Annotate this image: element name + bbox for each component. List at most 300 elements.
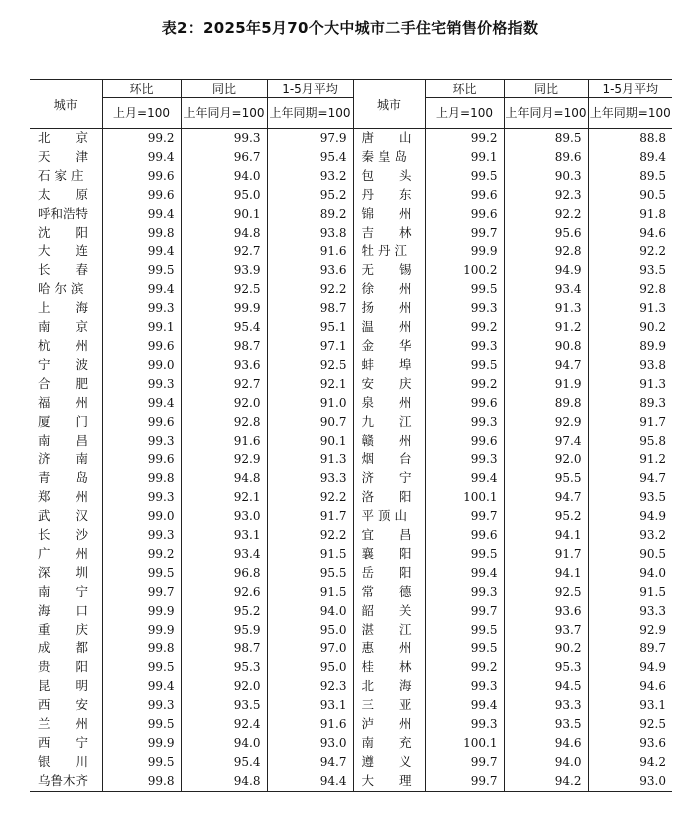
avg-value-left: 91.3	[267, 450, 353, 469]
city-name-left: 西 安	[38, 697, 89, 713]
yoy-value-left: 93.4	[181, 545, 267, 564]
mom-value-left: 99.4	[102, 677, 181, 696]
avg-value-left: 94.0	[267, 602, 353, 621]
table-row	[30, 167, 672, 186]
mom-value-left: 99.3	[102, 432, 181, 451]
yoy-value-right: 92.5	[504, 583, 588, 602]
mom-value-right: 99.3	[425, 677, 504, 696]
avg-value-left: 90.1	[267, 432, 353, 451]
avg-value-right: 93.8	[588, 356, 672, 375]
avg-value-left: 92.1	[267, 375, 353, 394]
avg-value-left: 95.5	[267, 564, 353, 583]
mom-value-right: 99.4	[425, 696, 504, 715]
mom-value-right: 99.9	[425, 242, 504, 261]
yoy-value-left: 92.5	[181, 280, 267, 299]
avg-value-left: 97.0	[267, 639, 353, 658]
city-name-left: 郑 州	[38, 489, 89, 505]
mom-value-right: 99.6	[425, 526, 504, 545]
mom-value-right: 99.2	[425, 375, 504, 394]
yoy-value-left: 91.6	[181, 432, 267, 451]
city-name-right: 大 理	[353, 772, 425, 791]
mom-value-right: 99.6	[425, 186, 504, 205]
mom-value-right: 99.5	[425, 167, 504, 186]
mom-value-right: 100.1	[425, 488, 504, 507]
yoy-value-left: 94.0	[181, 167, 267, 186]
table-row	[30, 677, 672, 696]
yoy-value-right: 94.0	[504, 753, 588, 772]
yoy-value-right: 94.2	[504, 772, 588, 791]
mom-value-left: 99.9	[102, 602, 181, 621]
avg-value-left: 92.3	[267, 677, 353, 696]
city-name-right: 惠 州	[353, 639, 425, 658]
yoy-value-right: 91.9	[504, 375, 588, 394]
mom-value-left: 99.0	[102, 356, 181, 375]
yoy-value-left: 93.1	[181, 526, 267, 545]
mom-value-left: 99.4	[102, 148, 181, 167]
city-name-right: 南 充	[353, 734, 425, 753]
yoy-value-right: 90.2	[504, 639, 588, 658]
mom-value-right: 99.3	[425, 413, 504, 432]
table-row	[30, 280, 672, 299]
avg-value-right: 94.9	[588, 658, 672, 677]
city-name-left: 福 州	[38, 394, 89, 410]
city-name-right: 锦 州	[353, 205, 425, 224]
yoy-value-left: 92.0	[181, 394, 267, 413]
header-yoy-base-right: 上年同月=100	[504, 98, 588, 129]
avg-value-left: 92.2	[267, 526, 353, 545]
yoy-value-left: 92.1	[181, 488, 267, 507]
table-row	[30, 413, 672, 432]
avg-value-right: 92.5	[588, 715, 672, 734]
yoy-value-left: 94.8	[181, 772, 267, 791]
mom-value-right: 99.5	[425, 545, 504, 564]
city-name-right: 济 宁	[353, 469, 425, 488]
header-avg-right: 1-5月平均	[588, 80, 672, 98]
mom-value-right: 99.7	[425, 507, 504, 526]
city-name-left: 杭 州	[38, 337, 89, 353]
mom-value-left: 99.4	[102, 205, 181, 224]
city-name-left: 青 岛	[38, 470, 89, 486]
avg-value-left: 95.1	[267, 318, 353, 337]
yoy-value-left: 92.4	[181, 715, 267, 734]
city-name-left: 哈 尔 滨	[38, 281, 84, 297]
table-row	[30, 432, 672, 451]
city-name-left: 长 沙	[38, 527, 89, 543]
city-name-right: 北 海	[353, 677, 425, 696]
mom-value-right: 99.5	[425, 280, 504, 299]
table-row	[30, 753, 672, 772]
avg-value-right: 88.8	[588, 129, 672, 148]
table-row	[30, 224, 672, 243]
avg-value-left: 92.5	[267, 356, 353, 375]
city-name-right: 洛 阳	[353, 488, 425, 507]
table-row	[30, 129, 672, 148]
mom-value-left: 99.5	[102, 753, 181, 772]
mom-value-right: 99.3	[425, 450, 504, 469]
yoy-value-right: 92.9	[504, 413, 588, 432]
avg-value-right: 93.5	[588, 488, 672, 507]
city-name-left: 广 州	[38, 545, 89, 561]
mom-value-left: 99.9	[102, 621, 181, 640]
avg-value-right: 91.2	[588, 450, 672, 469]
mom-value-right: 99.5	[425, 356, 504, 375]
table-body	[30, 129, 672, 792]
mom-value-left: 99.5	[102, 715, 181, 734]
table-row	[30, 621, 672, 640]
yoy-value-left: 95.3	[181, 658, 267, 677]
yoy-value-right: 93.5	[504, 715, 588, 734]
table-row	[30, 375, 672, 394]
city-name-left: 长 春	[38, 262, 89, 278]
mom-value-right: 99.6	[425, 432, 504, 451]
mom-value-right: 99.6	[425, 205, 504, 224]
city-name-left: 昆 明	[38, 678, 89, 694]
yoy-value-left: 99.9	[181, 299, 267, 318]
city-name-right: 泸 州	[353, 715, 425, 734]
avg-value-right: 93.5	[588, 261, 672, 280]
yoy-value-left: 92.0	[181, 677, 267, 696]
yoy-value-left: 95.4	[181, 318, 267, 337]
header-avg-left: 1-5月平均	[267, 80, 353, 98]
avg-value-left: 93.0	[267, 734, 353, 753]
yoy-value-left: 92.9	[181, 450, 267, 469]
header-avg-base-right: 上年同期=100	[588, 98, 672, 129]
table-row	[30, 715, 672, 734]
mom-value-left: 99.5	[102, 658, 181, 677]
avg-value-left: 91.6	[267, 242, 353, 261]
mom-value-left: 99.6	[102, 413, 181, 432]
mom-value-right: 99.7	[425, 753, 504, 772]
yoy-value-right: 94.7	[504, 488, 588, 507]
table-title: 表2：2025年5月70个大中城市二手住宅销售价格指数	[161, 19, 539, 37]
avg-value-right: 95.8	[588, 432, 672, 451]
yoy-value-left: 94.0	[181, 734, 267, 753]
avg-value-right: 89.4	[588, 148, 672, 167]
header-mom-right: 环比	[425, 80, 504, 98]
mom-value-right: 99.4	[425, 469, 504, 488]
avg-value-left: 97.1	[267, 337, 353, 356]
city-name-left: 厦 门	[38, 413, 89, 429]
city-name-right: 桂 林	[353, 658, 425, 677]
mom-value-left: 99.2	[102, 545, 181, 564]
city-name-left: 济 南	[38, 451, 89, 467]
city-name-left: 成 都	[38, 640, 89, 656]
avg-value-right: 91.7	[588, 413, 672, 432]
yoy-value-right: 90.8	[504, 337, 588, 356]
city-name-right: 唐 山	[353, 129, 425, 148]
table-row	[30, 318, 672, 337]
avg-value-left: 91.0	[267, 394, 353, 413]
yoy-value-left: 92.7	[181, 375, 267, 394]
city-name-left: 海 口	[38, 602, 89, 618]
yoy-value-left: 98.7	[181, 337, 267, 356]
table-row	[30, 394, 672, 413]
avg-value-left: 93.6	[267, 261, 353, 280]
yoy-value-right: 94.9	[504, 261, 588, 280]
yoy-value-right: 91.7	[504, 545, 588, 564]
mom-value-left: 99.3	[102, 526, 181, 545]
yoy-value-right: 92.2	[504, 205, 588, 224]
header-mom-left: 环比	[102, 80, 181, 98]
yoy-value-right: 94.7	[504, 356, 588, 375]
city-name-left: 兰 州	[38, 716, 89, 732]
table-row	[30, 602, 672, 621]
avg-value-right: 93.3	[588, 602, 672, 621]
city-name-left: 沈 阳	[38, 224, 89, 240]
yoy-value-right: 93.7	[504, 621, 588, 640]
avg-value-left: 93.3	[267, 469, 353, 488]
avg-value-right: 89.9	[588, 337, 672, 356]
mom-value-right: 100.2	[425, 261, 504, 280]
table-row	[30, 488, 672, 507]
avg-value-right: 89.5	[588, 167, 672, 186]
city-name-left: 石 家 庄	[38, 167, 84, 183]
avg-value-left: 89.2	[267, 205, 353, 224]
city-name-left: 南 京	[38, 319, 89, 335]
avg-value-right: 92.2	[588, 242, 672, 261]
mom-value-right: 99.1	[425, 148, 504, 167]
city-name-right: 无 锡	[353, 261, 425, 280]
yoy-value-left: 94.8	[181, 469, 267, 488]
avg-value-right: 92.8	[588, 280, 672, 299]
city-name-right: 湛 江	[353, 621, 425, 640]
city-name-left: 上 海	[38, 300, 89, 316]
yoy-value-right: 93.4	[504, 280, 588, 299]
yoy-value-right: 90.3	[504, 167, 588, 186]
avg-value-right: 94.9	[588, 507, 672, 526]
mom-value-right: 99.2	[425, 658, 504, 677]
avg-value-right: 94.6	[588, 677, 672, 696]
avg-value-right: 89.7	[588, 639, 672, 658]
avg-value-right: 91.8	[588, 205, 672, 224]
yoy-value-left: 94.8	[181, 224, 267, 243]
yoy-value-right: 89.8	[504, 394, 588, 413]
mom-value-left: 99.5	[102, 261, 181, 280]
mom-value-left: 99.4	[102, 280, 181, 299]
table-row	[30, 356, 672, 375]
header-yoy-left: 同比	[181, 80, 267, 98]
avg-value-right: 90.2	[588, 318, 672, 337]
header-yoy-base-left: 上年同月=100	[181, 98, 267, 129]
city-name-left: 乌鲁木齐	[30, 772, 102, 791]
city-name-right: 三 亚	[353, 696, 425, 715]
mom-value-left: 99.3	[102, 375, 181, 394]
city-name-right: 九 江	[353, 413, 425, 432]
mom-value-left: 99.0	[102, 507, 181, 526]
avg-value-left: 95.4	[267, 148, 353, 167]
city-name-left: 呼和浩特	[38, 205, 89, 221]
yoy-value-right: 91.2	[504, 318, 588, 337]
mom-value-left: 99.7	[102, 583, 181, 602]
mom-value-right: 99.5	[425, 639, 504, 658]
header-city-right: 城市	[353, 80, 425, 129]
yoy-value-right: 94.5	[504, 677, 588, 696]
city-name-left: 天 津	[38, 148, 89, 164]
table-row	[30, 658, 672, 677]
city-name-right: 岳 阳	[353, 564, 425, 583]
avg-value-right: 93.0	[588, 772, 672, 791]
city-name-left: 南 昌	[38, 432, 89, 448]
city-name-right: 常 德	[353, 583, 425, 602]
mom-value-left: 99.4	[102, 394, 181, 413]
city-name-right: 金 华	[353, 337, 425, 356]
yoy-value-right: 92.3	[504, 186, 588, 205]
mom-value-right: 100.1	[425, 734, 504, 753]
city-name-right: 温 州	[353, 318, 425, 337]
mom-value-left: 99.6	[102, 186, 181, 205]
yoy-value-left: 90.1	[181, 205, 267, 224]
city-name-left: 贵 阳	[38, 659, 89, 675]
price-index-table	[30, 79, 672, 792]
yoy-value-left: 92.8	[181, 413, 267, 432]
yoy-value-right: 95.5	[504, 469, 588, 488]
mom-value-left: 99.3	[102, 299, 181, 318]
yoy-value-left: 95.0	[181, 186, 267, 205]
city-name-left: 大 连	[38, 243, 89, 259]
yoy-value-left: 99.3	[181, 129, 267, 148]
mom-value-left: 99.2	[102, 129, 181, 148]
yoy-value-right: 95.6	[504, 224, 588, 243]
table-row	[30, 696, 672, 715]
city-name-left: 宁 波	[38, 356, 89, 372]
yoy-value-right: 94.1	[504, 526, 588, 545]
avg-value-left: 91.5	[267, 545, 353, 564]
avg-value-left: 93.1	[267, 696, 353, 715]
city-name-left: 太 原	[38, 186, 89, 202]
table-row	[30, 205, 672, 224]
yoy-value-right: 89.5	[504, 129, 588, 148]
avg-value-right: 94.2	[588, 753, 672, 772]
avg-value-right: 94.7	[588, 469, 672, 488]
avg-value-left: 95.0	[267, 621, 353, 640]
mom-value-left: 99.8	[102, 224, 181, 243]
avg-value-right: 91.5	[588, 583, 672, 602]
table-header	[30, 80, 672, 129]
mom-value-right: 99.2	[425, 318, 504, 337]
table-row	[30, 450, 672, 469]
city-name-right: 扬 州	[353, 299, 425, 318]
header-yoy-right: 同比	[504, 80, 588, 98]
mom-value-right: 99.7	[425, 772, 504, 791]
yoy-value-right: 92.8	[504, 242, 588, 261]
yoy-value-right: 89.6	[504, 148, 588, 167]
avg-value-left: 93.8	[267, 224, 353, 243]
table-row	[30, 583, 672, 602]
table-row	[30, 337, 672, 356]
city-name-right: 包 头	[353, 167, 425, 186]
mom-value-left: 99.9	[102, 734, 181, 753]
mom-value-right: 99.7	[425, 602, 504, 621]
yoy-value-right: 97.4	[504, 432, 588, 451]
mom-value-left: 99.3	[102, 696, 181, 715]
yoy-value-right: 94.6	[504, 734, 588, 753]
table-row	[30, 242, 672, 261]
mom-value-left: 99.5	[102, 564, 181, 583]
table-row	[30, 772, 672, 791]
city-name-right: 遵 义	[353, 753, 425, 772]
city-name-right: 宜 昌	[353, 526, 425, 545]
yoy-value-left: 93.5	[181, 696, 267, 715]
table-row	[30, 469, 672, 488]
table-row	[30, 507, 672, 526]
mom-value-right: 99.3	[425, 583, 504, 602]
avg-value-right: 94.6	[588, 224, 672, 243]
yoy-value-left: 93.9	[181, 261, 267, 280]
yoy-value-right: 91.3	[504, 299, 588, 318]
city-name-left: 西 宁	[38, 735, 89, 750]
yoy-value-right: 94.1	[504, 564, 588, 583]
mom-value-right: 99.7	[425, 224, 504, 243]
mom-value-left: 99.4	[102, 242, 181, 261]
city-name-right: 牡 丹 江	[353, 242, 425, 261]
avg-value-left: 95.2	[267, 186, 353, 205]
avg-value-right: 90.5	[588, 545, 672, 564]
table-row	[30, 564, 672, 583]
avg-value-right: 92.9	[588, 621, 672, 640]
mom-value-left: 99.8	[102, 772, 181, 791]
mom-value-left: 99.6	[102, 337, 181, 356]
city-name-right: 襄 阳	[353, 545, 425, 564]
avg-value-left: 90.7	[267, 413, 353, 432]
yoy-value-left: 98.7	[181, 639, 267, 658]
avg-value-right: 93.2	[588, 526, 672, 545]
city-name-right: 秦 皇 岛	[353, 148, 425, 167]
city-name-right: 吉 林	[353, 224, 425, 243]
city-name-right: 蚌 埠	[353, 356, 425, 375]
avg-value-right: 89.3	[588, 394, 672, 413]
city-name-left: 重 庆	[38, 621, 89, 637]
mom-value-left: 99.6	[102, 167, 181, 186]
yoy-value-right: 95.3	[504, 658, 588, 677]
yoy-value-left: 95.2	[181, 602, 267, 621]
city-name-right: 徐 州	[353, 280, 425, 299]
header-mom-base-left: 上月=100	[102, 98, 181, 129]
yoy-value-left: 93.6	[181, 356, 267, 375]
table-row	[30, 545, 672, 564]
avg-value-left: 95.0	[267, 658, 353, 677]
city-name-right: 丹 东	[353, 186, 425, 205]
table-row	[30, 148, 672, 167]
avg-value-left: 94.7	[267, 753, 353, 772]
avg-value-left: 97.9	[267, 129, 353, 148]
avg-value-left: 92.2	[267, 280, 353, 299]
city-name-right: 安 庆	[353, 375, 425, 394]
city-name-right: 平 顶 山	[353, 507, 425, 526]
mom-value-right: 99.3	[425, 337, 504, 356]
avg-value-left: 94.4	[267, 772, 353, 791]
table-row	[30, 261, 672, 280]
avg-value-right: 90.5	[588, 186, 672, 205]
city-name-right: 烟 台	[353, 450, 425, 469]
table-row	[30, 526, 672, 545]
table-row	[30, 299, 672, 318]
avg-value-left: 93.2	[267, 167, 353, 186]
table-row	[30, 734, 672, 753]
mom-value-left: 99.8	[102, 639, 181, 658]
avg-value-right: 93.1	[588, 696, 672, 715]
yoy-value-left: 92.6	[181, 583, 267, 602]
yoy-value-left: 95.9	[181, 621, 267, 640]
yoy-value-left: 95.4	[181, 753, 267, 772]
yoy-value-left: 96.8	[181, 564, 267, 583]
city-name-right: 韶 关	[353, 602, 425, 621]
yoy-value-right: 92.0	[504, 450, 588, 469]
mom-value-left: 99.3	[102, 488, 181, 507]
city-name-left: 深 圳	[38, 564, 89, 580]
table-row	[30, 639, 672, 658]
mom-value-right: 99.5	[425, 621, 504, 640]
mom-value-left: 99.6	[102, 450, 181, 469]
